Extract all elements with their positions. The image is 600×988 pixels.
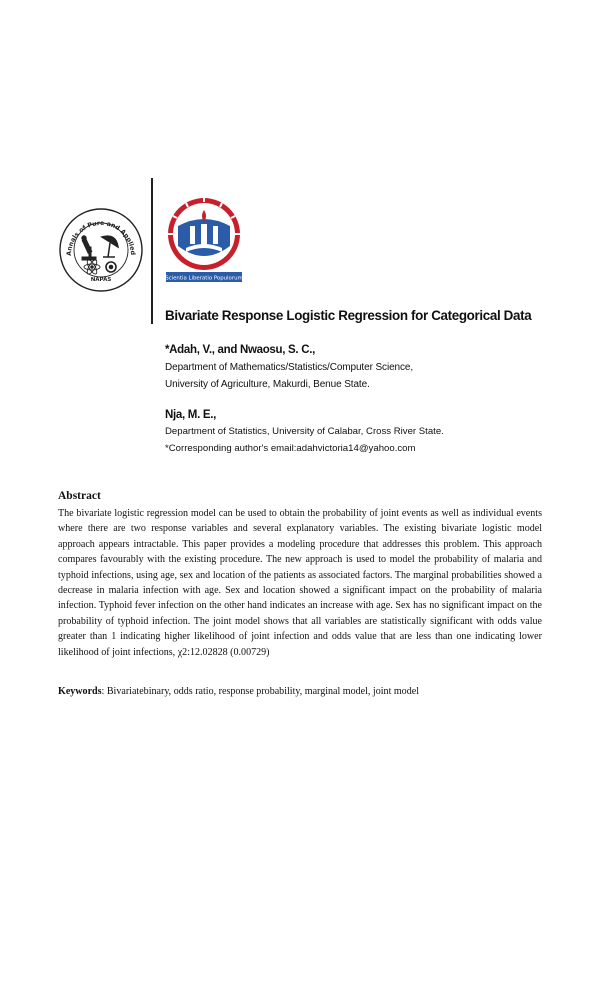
university-logo: [164, 196, 244, 286]
keywords: [58, 686, 419, 697]
affiliation-1-line2: University of Agriculture, Makurdi, Benue State.: [165, 379, 370, 390]
seal-abbrev: NAPAS: [90, 277, 112, 283]
svg-text:Nigerian Annals of Pure and Ap: Annals of Pure and Applied: [65, 219, 137, 256]
keywords-label: Keywords: [58, 686, 102, 697]
affiliation-2: Department of Statistics, University of Calabar, Cross River State.: [165, 426, 444, 437]
journal-seal-logo: [58, 207, 144, 293]
university-motto: Scientia Liberatio Populorum: [165, 275, 243, 282]
abstract-heading: Abstract: [58, 490, 101, 502]
authors-secondary: Nja, M. E.,: [165, 409, 217, 421]
authors-primary: *Adah, V., and Nwaosu, S. C.,: [165, 344, 315, 356]
header-divider: [151, 178, 153, 324]
corresponding-email: *Corresponding author's email:adahvictoria14@yahoo.com: [165, 443, 416, 454]
abstract-body: The bivariate logistic regression model can be used to obtain the probability of joint events as well as individual events where there are two response variables and several explanatory variables. The existing bivariate logistic model approach appears intractable. This paper provides a modeling procedure that addresses this problem. This approach compares favourably with the existing procedure. The new approach is used to model the probability of malaria and typhoid infections, using age, sex and location of the patients as associated factors. The marginal probabilities showed a decrease in malaria infection with age. Sex and location showed a significant impact on the probability of malaria infection. Typhoid fever infection on the other hand indicates an increase with age. Sex has no significant impact on the probability of typhoid infection. The joint model shows that all variables are statistically significant with odds value greater than 1 indicating higher likelihood of joint infection and odds value that are less than one indicating lower likelihood of joint infections, χ2:12.02828 (0.00729): [58, 508, 542, 658]
keywords-text: : Bivariatebinary, odds ratio, response probability, marginal model, joint model: [101, 686, 419, 697]
paper-title: Bivariate Response Logistic Regression for Categorical Data: [165, 308, 532, 323]
affiliation-1-line1: Department of Mathematics/Statistics/Computer Science,: [165, 362, 414, 373]
